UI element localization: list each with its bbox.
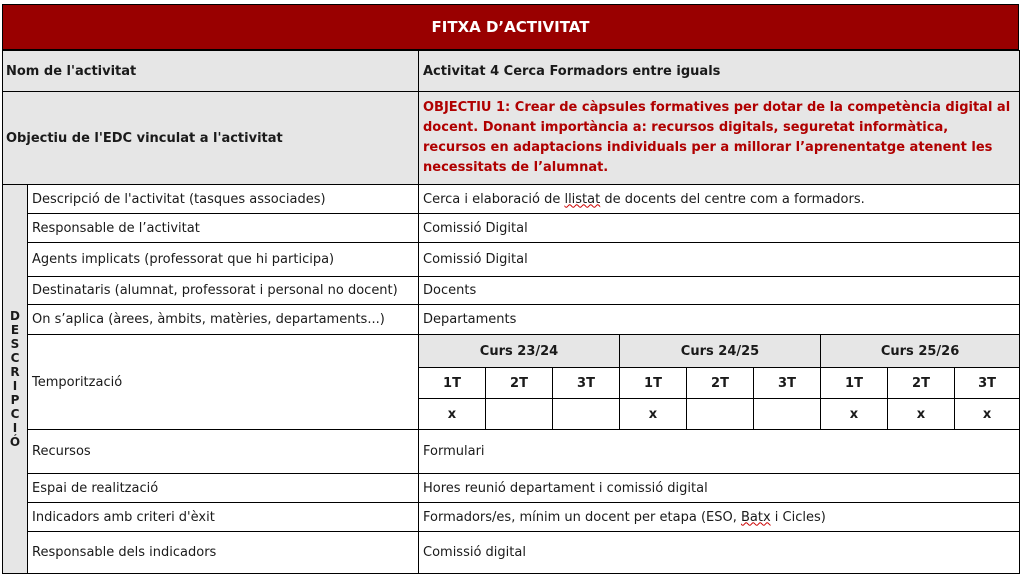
destinataris-label: Destinataris (alumnat, professorat i personal no docent) xyxy=(28,277,419,305)
temporitzacio-label: Temporització xyxy=(28,335,419,430)
descripcio-value: Cerca i elaboració de llistat de docents del centre com a formadors. xyxy=(419,185,1020,214)
term-mark xyxy=(687,399,754,430)
descripcio-side-label: D E S C R I P C I Ó xyxy=(3,185,28,574)
indicadors-label: Indicadors amb criteri d'èxit xyxy=(28,503,419,532)
name-value: Activitat 4 Cerca Formadors entre iguals xyxy=(419,51,1020,92)
term-mark: x xyxy=(419,399,486,430)
activity-table xyxy=(2,50,1020,574)
aplica-value: Departaments xyxy=(419,305,1020,335)
recursos-label: Recursos xyxy=(28,430,419,474)
term-header: 2T xyxy=(888,368,955,399)
term-header: 3T xyxy=(553,368,620,399)
espai-label: Espai de realització xyxy=(28,474,419,503)
year-header: Curs 24/25 xyxy=(620,335,821,368)
term-header: 3T xyxy=(754,368,821,399)
term-header: 1T xyxy=(620,368,687,399)
term-mark: x xyxy=(955,399,1020,430)
descripcio-label: Descripció de l'activitat (tasques associades) xyxy=(28,185,419,214)
term-header: 3T xyxy=(955,368,1020,399)
espai-value: Hores reunió departament i comissió digital xyxy=(419,474,1020,503)
destinataris-value: Docents xyxy=(419,277,1020,305)
recursos-value: Formulari xyxy=(419,430,1020,474)
term-mark: x xyxy=(888,399,955,430)
agents-value: Comissió Digital xyxy=(419,243,1020,277)
year-header: Curs 25/26 xyxy=(821,335,1020,368)
term-header: 2T xyxy=(486,368,553,399)
sheet-title: FITXA D’ACTIVITAT xyxy=(2,4,1019,50)
term-mark xyxy=(486,399,553,430)
agents-label: Agents implicats (professorat que hi participa) xyxy=(28,243,419,277)
term-header: 1T xyxy=(419,368,486,399)
term-header: 1T xyxy=(821,368,888,399)
year-header: Curs 23/24 xyxy=(419,335,620,368)
aplica-label: On s’aplica (àrees, àmbits, matèries, departaments...) xyxy=(28,305,419,335)
resp-indicadors-value: Comissió digital xyxy=(419,532,1020,574)
name-label: Nom de l'activitat xyxy=(3,51,419,92)
responsable-value: Comissió Digital xyxy=(419,214,1020,243)
term-mark xyxy=(754,399,821,430)
term-mark: x xyxy=(620,399,687,430)
objective-label: Objectiu de l'EDC vinculat a l'activitat xyxy=(3,92,419,185)
objective-value: OBJECTIU 1: Crear de càpsules formatives per dotar de la competència digital al docent. Donant importància a: recursos digitals, seguretat informàtica, recursos en adaptacions individuals per a millorar l’aprenentatge atenent les necessitats de l’alumnat. xyxy=(419,92,1020,185)
term-mark xyxy=(553,399,620,430)
responsable-label: Responsable de l’activitat xyxy=(28,214,419,243)
indicadors-value: Formadors/es, mínim un docent per etapa (ESO, Batx i Cicles) xyxy=(419,503,1020,532)
resp-indicadors-label: Responsable dels indicadors xyxy=(28,532,419,574)
term-mark: x xyxy=(821,399,888,430)
term-header: 2T xyxy=(687,368,754,399)
